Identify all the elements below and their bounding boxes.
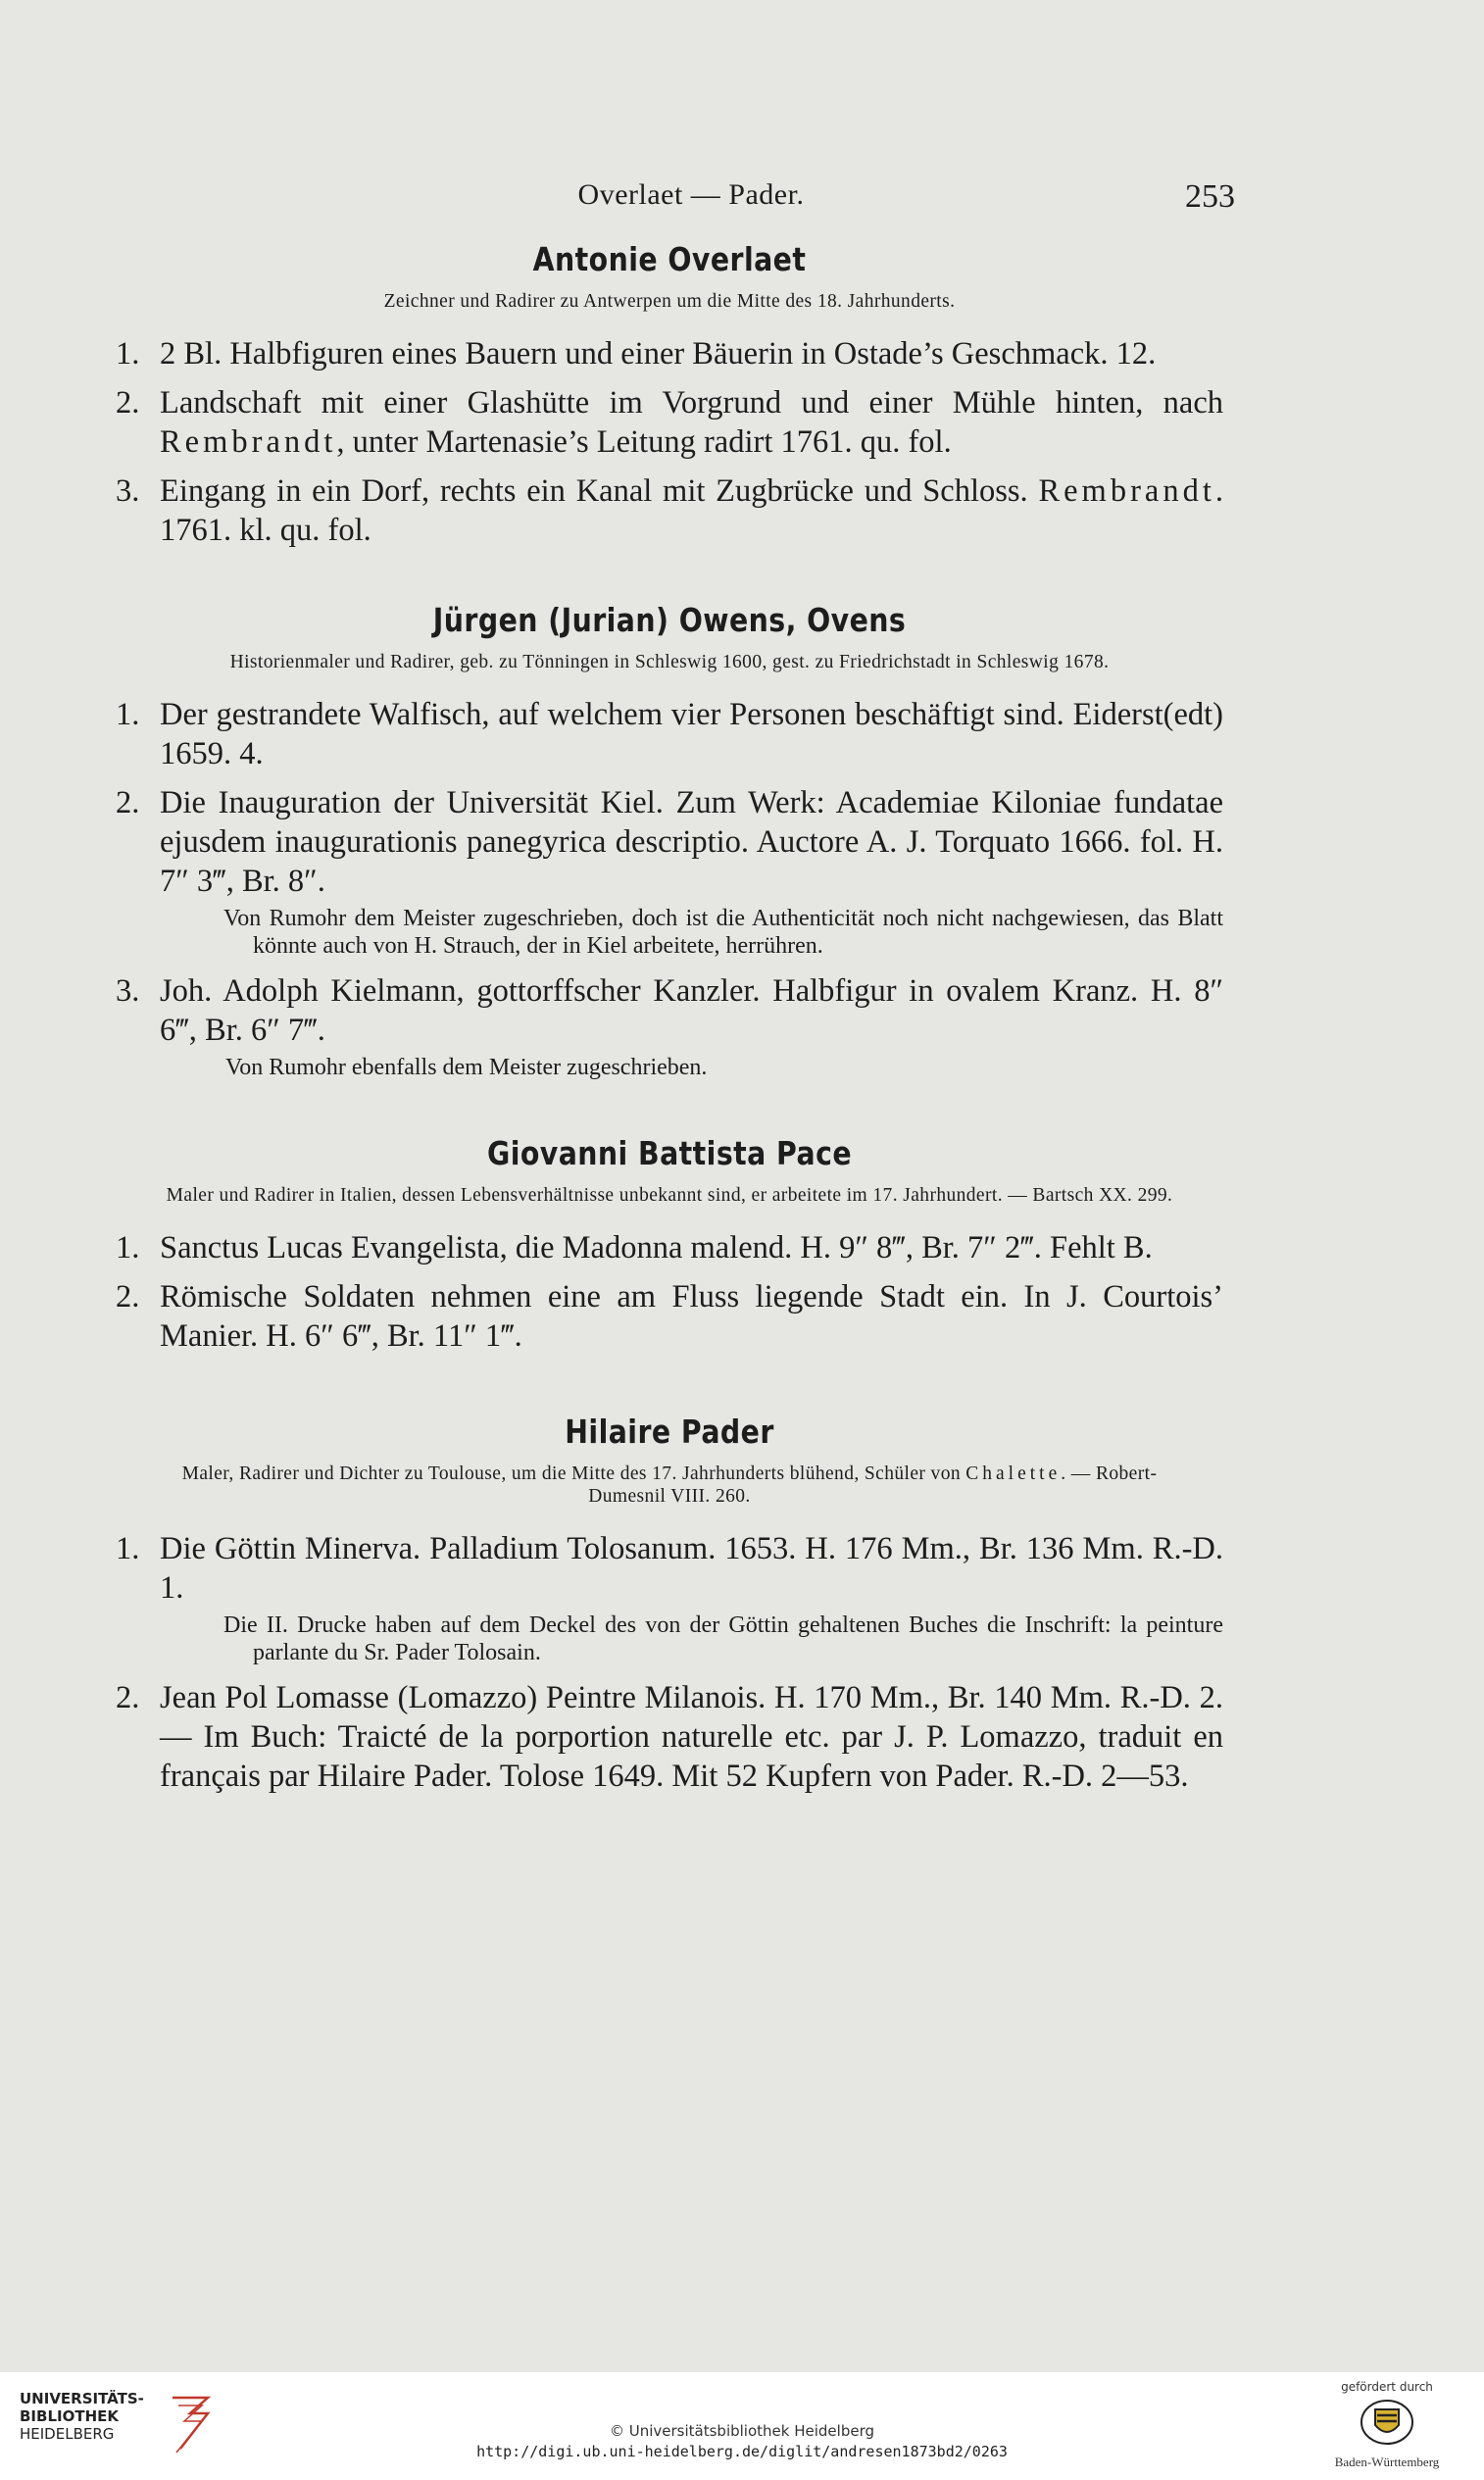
- permalink-url[interactable]: http://digi.ub.uni-heidelberg.de/diglit/andresen1873bd2/0263: [476, 2443, 1008, 2460]
- entry-number: 3.: [116, 473, 140, 509]
- catalogue-entry: [116, 334, 1223, 373]
- entry-text: Die Inauguration der Universität Kiel. Zum Werk: Academiae Kiloniae fundatae ejusdem inaugurationis panegyrica descriptio. Auctore A. J. Torquato 1666. fol. H. 7″ 3‴, Br. 8″.: [160, 785, 1223, 899]
- entry-note: Von Rumohr dem Meister zugeschrieben, doch ist die Authenticität noch nicht nachgewiesen, das Blatt könnte auch von H. Strauch, der in Kiel arbeitete, herrühren.: [223, 906, 1223, 959]
- artist-section-overlaet: [116, 240, 1223, 550]
- catalogue-entry: [116, 1228, 1223, 1267]
- artist-description: Historienmaler und Radirer, geb. zu Tönningen in Schleswig 1600, gest. zu Friedrichstadt in Schleswig 1678.: [229, 652, 1110, 672]
- artist-description: Zeichner und Radirer zu Antwerpen um die Mitte des 18. Jahrhunderts.: [383, 291, 956, 312]
- catalogue-entry: [116, 1529, 1223, 1608]
- entry-text: Landschaft mit einer Glashütte im Vorgrund und einer Mühle hinten, nach: [160, 385, 1223, 421]
- library-name-line: UNIVERSITÄTS-: [20, 2390, 144, 2407]
- page-number: 253: [1185, 178, 1235, 215]
- catalogue-entry: [116, 471, 1223, 550]
- funder-logo[interactable]: [1304, 2380, 1470, 2473]
- entry-note: Von Rumohr ebenfalls dem Meister zugeschrieben.: [225, 1055, 708, 1080]
- entry-text: Die Göttin Minerva. Palladium Tolosanum. 1653. H. 176 Mm., Br. 136 Mm. R.-D. 1.: [160, 1531, 1223, 1606]
- running-head: [147, 178, 1235, 218]
- entry-text: . 1761. kl. qu. fol.: [160, 473, 1223, 548]
- entry-number: 3.: [116, 973, 140, 1009]
- artist-description: Maler und Radirer in Italien, dessen Lebensverhältnisse unbekannt sind, er arbeitete im 17. Jahrhundert. — Bartsch XX. 299.: [166, 1185, 1173, 1206]
- library-name-line: HEIDELBERG: [20, 2425, 115, 2443]
- artist-name: Jürgen (Jurian) Owens, Ovens: [432, 601, 907, 639]
- artist-section-pace: [116, 1134, 1223, 1356]
- entry-spaced-name: Rembrandt: [1038, 473, 1215, 509]
- entry-text: , unter Martenasie’s Leitung radirt 1761. qu. fol.: [336, 424, 952, 460]
- artist-description: [145, 1463, 1194, 1508]
- artist-name: Antonie Overlaet: [532, 240, 807, 278]
- page-content: [116, 240, 1223, 1851]
- catalogue-entry: [116, 1277, 1223, 1356]
- catalogue-entry: [116, 971, 1223, 1050]
- catalogue-entry: [116, 783, 1223, 901]
- entry-text: Joh. Adolph Kielmann, gottorffscher Kanzler. Halbfigur in ovalem Kranz. H. 8″ 6‴, Br. 6″ 7‴.: [160, 973, 1223, 1048]
- entry-number: 1.: [116, 1531, 140, 1566]
- artist-section-owens: [116, 601, 1223, 1081]
- entry-number: 1.: [116, 697, 140, 732]
- copyright-notice: © Universitätsbibliothek Heidelberg: [609, 2422, 874, 2440]
- entry-text: Jean Pol Lomasse (Lomazzo) Peintre Milanois. H. 170 Mm., Br. 140 Mm. R.-D. 2. — Im Buch: Traicté de la porportion naturelle etc. par J. P. Lomazzo, traduit en français par Hilaire Pader. Tolose 1649. Mit 52 Kupfern von Pader. R.-D. 2—53.: [160, 1680, 1223, 1794]
- entry-text: Sanctus Lucas Evangelista, die Madonna malend. H. 9″ 8‴, Br. 7″ 2‴. Fehlt B.: [160, 1230, 1153, 1265]
- catalogue-entry: [116, 695, 1223, 773]
- entry-note: Die II. Drucke haben auf dem Deckel des von der Göttin gehaltenen Buches die Inschrift: la peinture parlante du Sr. Pader Tolosain.: [223, 1612, 1223, 1665]
- entry-text: Eingang in ein Dorf, rechts ein Kanal mit Zugbrücke und Schloss.: [160, 473, 1039, 509]
- artist-name: Giovanni Battista Pace: [486, 1134, 853, 1172]
- entry-spaced-name: Rembrandt: [160, 424, 337, 460]
- artist-section-pader: [116, 1413, 1223, 1796]
- entry-number: 2.: [116, 1680, 140, 1715]
- running-head-title: Overlaet — Pader.: [577, 178, 805, 211]
- entry-number: 2.: [116, 385, 140, 421]
- funded-by-label: gefördert durch: [1341, 2380, 1433, 2394]
- entry-text: 2 Bl. Halbfiguren eines Bauern und einer Bäuerin in Ostade’s Geschmack. 12.: [160, 336, 1157, 372]
- entry-text: Römische Soldaten nehmen eine am Fluss liegende Stadt ein. In J. Courtois’ Manier. H. 6″ 6‴, Br. 11″ 1‴.: [160, 1279, 1223, 1354]
- entry-number: 2.: [116, 1279, 140, 1314]
- coat-of-arms-icon: [1358, 2398, 1416, 2447]
- entry-text: Der gestrandete Walfisch, auf welchem vier Personen beschäftigt sind. Eiderst(edt) 1659. 4.: [160, 697, 1223, 771]
- description-text: . — Robert-Dumesnil VIII. 260.: [588, 1463, 1158, 1507]
- entry-number: 1.: [116, 336, 140, 372]
- description-spaced-name: Chalette: [965, 1463, 1062, 1484]
- library-name-line: BIBLIOTHEK: [20, 2407, 119, 2425]
- entry-number: 2.: [116, 785, 140, 820]
- catalogue-entry: [116, 1678, 1223, 1796]
- artist-name: Hilaire Pader: [565, 1413, 774, 1451]
- funder-name: Baden-Württemberg: [1334, 2455, 1440, 2469]
- catalogue-entry: [116, 383, 1223, 462]
- description-text: Maler, Radirer und Dichter zu Toulouse, um die Mitte des 17. Jahrhunderts blühend, Schüler von: [181, 1463, 966, 1484]
- entry-number: 1.: [116, 1230, 140, 1265]
